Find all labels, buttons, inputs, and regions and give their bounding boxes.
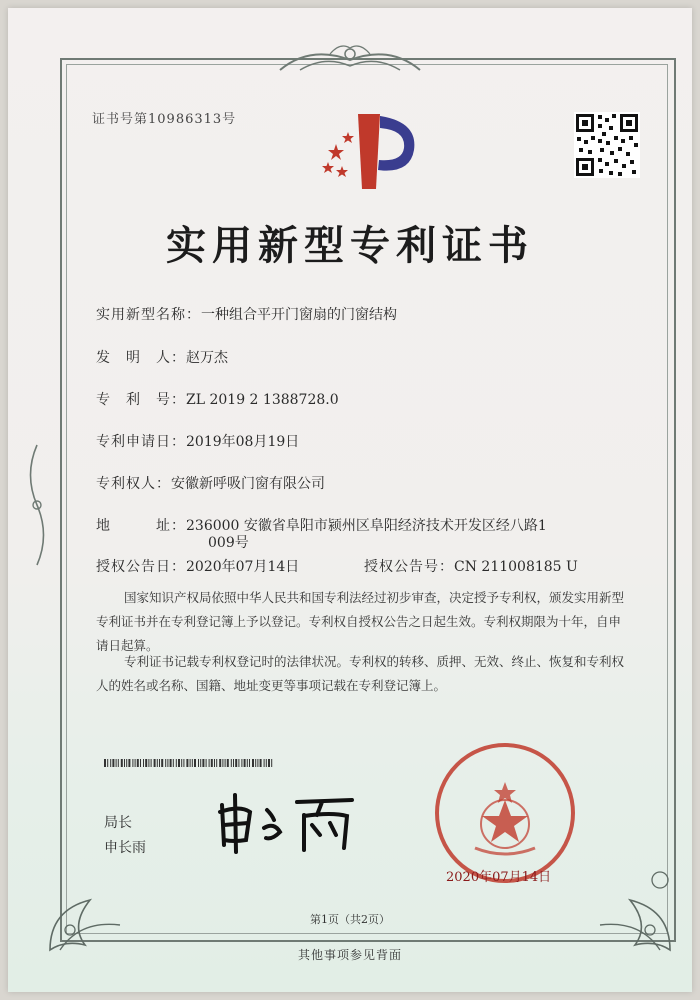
field-inventor [96, 347, 228, 367]
field-label: 专 利 号： [96, 392, 186, 408]
top-ornament-icon [270, 40, 430, 80]
field-value: 赵万杰 [186, 350, 228, 366]
field-value: 2019年08月19日 [186, 434, 300, 450]
field-patentee [96, 473, 325, 493]
field-grant-announcement-number [364, 556, 578, 576]
field-label: 实用新型名称： [96, 307, 201, 323]
field-value: 2020年07月14日 [186, 559, 300, 575]
page-indicator: 第1页（共2页） [310, 913, 390, 926]
field-value: CN 211008185 U [454, 559, 578, 575]
field-application-date [96, 431, 299, 451]
director-signature [212, 790, 362, 860]
field-value: 009号 [208, 535, 249, 551]
field-address-continued [208, 532, 249, 552]
certificate-number: 证书号第10986313号 [92, 112, 237, 127]
footer-note: 其他事项参见背面 [297, 948, 402, 962]
paragraph-grant-statement: 国家知识产权局依照中华人民共和国专利法经过初步审查，决定授予专利权，颁发实用新型专利证书并在专利登记簿上予以登记。专利权自授权公告之日起生效。专利权期限为十年，自申请日起算。 [96, 590, 625, 653]
field-label: 授权公告号： [364, 559, 454, 575]
field-value: 236000 安徽省阜阳市颍州区阜阳经济技术开发区经八路1 [186, 518, 547, 534]
field-grant-announcement-date [96, 556, 299, 576]
field-utility-model-name [96, 304, 397, 324]
director-name: 申长雨 [104, 840, 146, 856]
bottom-right-ornament-icon [590, 860, 680, 960]
field-patent-number [96, 389, 339, 409]
field-label: 专利权人： [96, 476, 171, 492]
barcode-icon [104, 759, 274, 767]
patent-office-logo-icon [318, 104, 428, 194]
field-label: 授权公告日： [96, 559, 186, 575]
qr-code-icon [574, 112, 640, 178]
left-ornament-icon [22, 440, 52, 570]
field-label: 专利申请日： [96, 434, 186, 450]
certificate-title: 实用新型专利证书 [166, 222, 534, 269]
director-title: 局长 [104, 815, 132, 831]
field-label: 发 明 人： [96, 350, 186, 366]
field-address [96, 515, 547, 535]
field-label: 地 址： [96, 518, 186, 534]
paragraph-legal-status: 专利证书记载专利权登记时的法律状况。专利权的转移、质押、无效、终止、恢复和专利权人的姓名或名称、国籍、地址变更等事项记载在专利登记簿上。 [96, 654, 625, 693]
field-value: 一种组合平开门窗扇的门窗结构 [201, 307, 397, 323]
field-value: ZL 2019 2 1388728.0 [186, 392, 339, 408]
seal-date: 2020年07月14日 [446, 870, 552, 885]
field-value: 安徽新呼吸门窗有限公司 [171, 476, 325, 492]
